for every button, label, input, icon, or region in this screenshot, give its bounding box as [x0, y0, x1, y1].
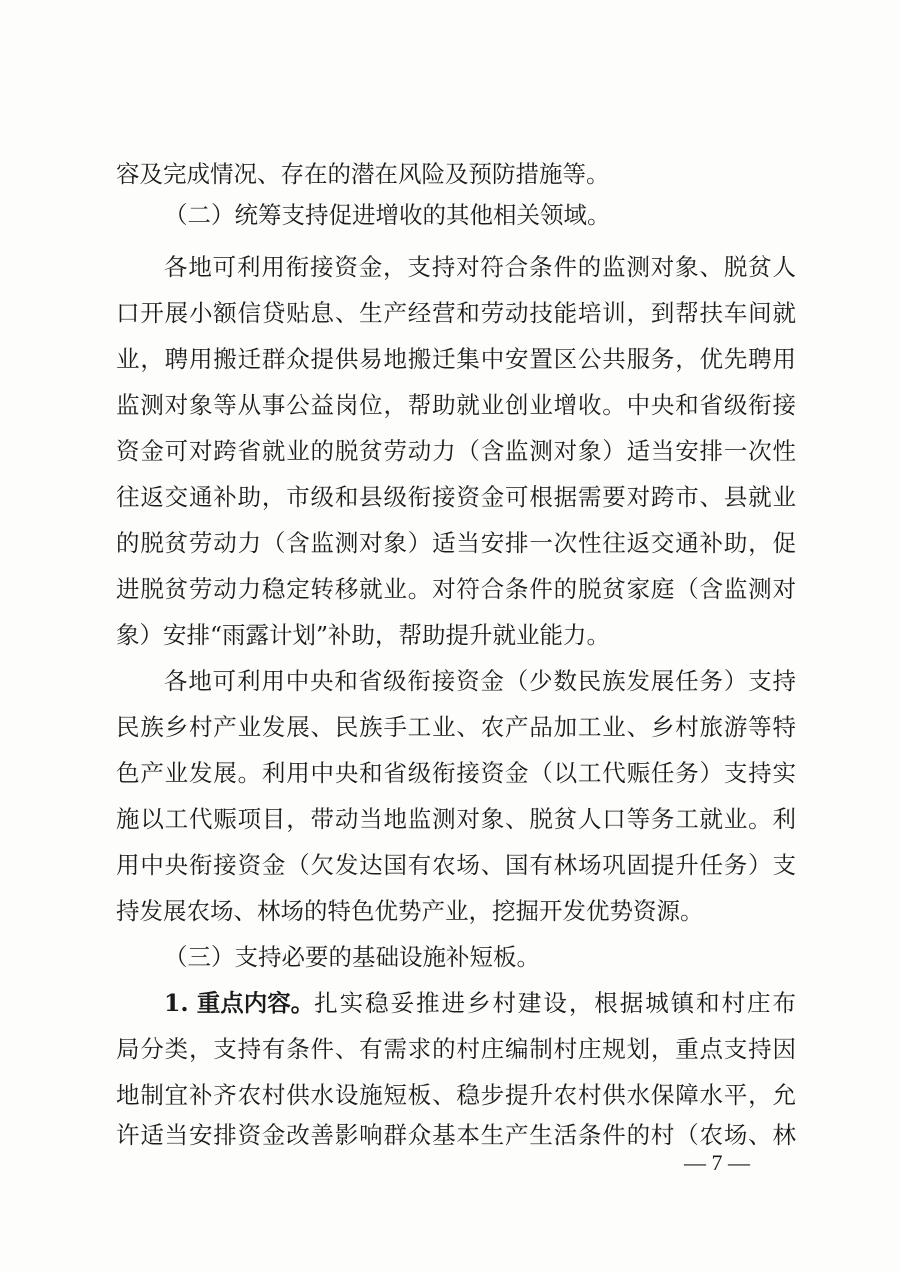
text-line-6: 监测对象等从事公益岗位，帮助就业创业增收。中央和省级衔接 — [116, 391, 796, 419]
text-line-12: 各地可利用中央和省级衔接资金（少数民族发展任务）支持 — [164, 667, 796, 695]
text-line-4: 口开展小额信贷贴息、生产经营和劳动技能培训，到帮扶车间就 — [116, 299, 796, 327]
text-line-21: 地制宜补齐农村供水设施短板、稳步提升农村供水保障水平，允 — [116, 1081, 796, 1109]
text-line-10: 进脱贫劳动力稳定转移就业。对符合条件的脱贫家庭（含监测对 — [116, 575, 796, 603]
text-line-19-rest: 扎实稳妥推进乡村建设，根据城镇和村庄布 — [314, 989, 796, 1017]
text-line-20: 局分类，支持有条件、有需求的村庄编制村庄规划，重点支持因 — [116, 1035, 796, 1063]
text-line-1: 容及完成情况、存在的潜在风险及预防措施等。 — [116, 160, 610, 188]
text-line-5: 业，聘用搬迁群众提供易地搬迁集中安置区公共服务，优先聘用 — [116, 345, 796, 373]
text-line-8: 往返交通补助，市级和县级衔接资金可根据需要对跨市、县就业 — [116, 483, 796, 511]
text-line-9: 的脱贫劳动力（含监测对象）适当安排一次性往返交通补助，促 — [116, 529, 796, 557]
text-line-11: 象）安排“雨露计划”补助，帮助提升就业能力。 — [116, 621, 611, 649]
section-heading-3: （三）支持必要的基础设施补短板。 — [164, 943, 540, 971]
section-heading-2: （二）统筹支持促进增收的其他相关领域。 — [164, 201, 611, 229]
text-line-15: 施以工代赈项目，带动当地监测对象、脱贫人口等务工就业。利 — [116, 805, 796, 833]
text-line-13: 民族乡村产业发展、民族手工业、农产品加工业、乡村旅游等特 — [116, 713, 796, 741]
bold-lead: 1. 重点内容。 — [164, 989, 315, 1017]
text-line-19 — [164, 986, 796, 1020]
text-line-14: 色产业发展。利用中央和省级衔接资金（以工代赈任务）支持实 — [116, 759, 796, 787]
text-line-22: 许适当安排资金改善影响群众基本生产生活条件的村（农场、林 — [116, 1121, 796, 1149]
text-line-3: 各地可利用衔接资金，支持对符合条件的监测对象、脱贫人 — [164, 253, 796, 281]
page-number: — 7 — — [684, 1150, 750, 1175]
text-line-16: 用中央衔接资金（欠发达国有农场、国有林场巩固提升任务）支 — [116, 851, 796, 879]
text-line-17: 持发展农场、林场的特色优势产业，挖掘开发优势资源。 — [116, 897, 704, 925]
text-line-7: 资金可对跨省就业的脱贫劳动力（含监测对象）适当安排一次性 — [116, 437, 796, 465]
